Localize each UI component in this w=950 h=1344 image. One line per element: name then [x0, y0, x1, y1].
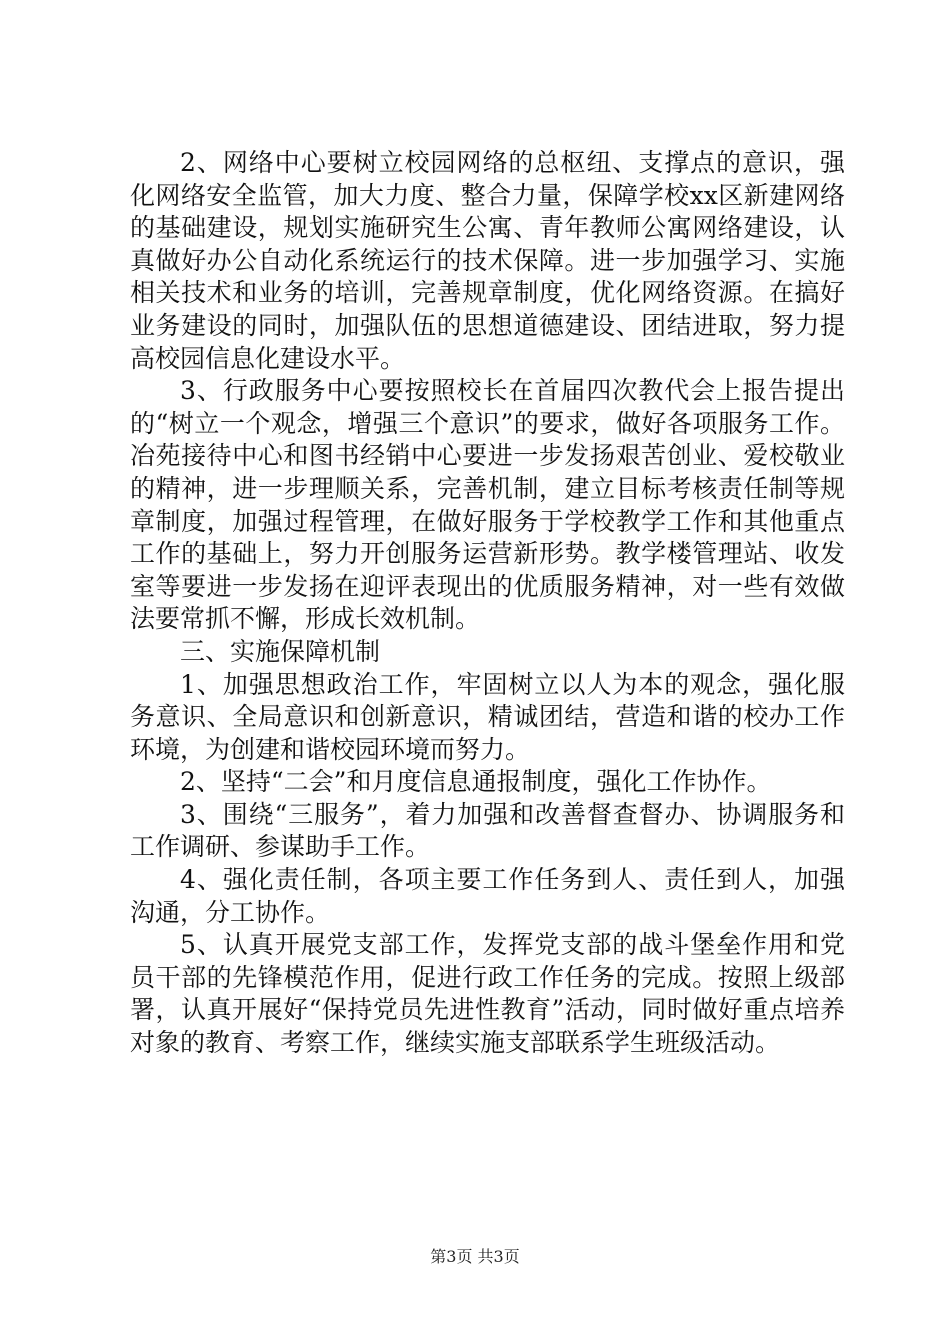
document-body: [130, 147, 845, 1060]
paragraph-responsibility-system: 4、强化责任制，各项主要工作任务到人、责任到人，加强沟通，分工协作。: [130, 865, 845, 927]
paragraph-two-meetings: 2、坚持“二会”和月度信息通报制度，强化工作协作。: [180, 767, 772, 797]
paragraph-network-center: 2、网络中心要树立校园网络的总枢纽、支撑点的意识，强化网络安全监管，加大力度、整合力量，保障学校xx区新建网络的基础建设，规划实施研究生公寓、青年教师公寓网络建设，认真做好办公自动化系统运行的技术保障。进一步加强学习、实施相关技术和业务的培训，完善规章制度，优化网络资源。在搞好业务建设的同时，加强队伍的思想道德建设、团结进取，努力提高校园信息化建设水平。: [130, 148, 845, 373]
paragraph-three-services: 3、围绕“三服务”，着力加强和改善督查督办、协调服务和工作调研、参谋助手工作。: [130, 799, 845, 862]
paragraph-party-branch: 5、认真开展党支部工作，发挥党支部的战斗堡垒作用和党员干部的先锋模范作用，促进行政工作任务的完成。按照上级部署，认真开展好“保持党员先进性教育”活动，同时做好重点培养对象的教育、考察工作，继续实施支部联系学生班级活动。: [130, 930, 845, 1058]
paragraph-political-work: 1、加强思想政治工作，牢固树立以人为本的观念，强化服务意识、全局意识和创新意识，精诚团结，营造和谐的校办工作环境，为创建和谐校园环境而努力。: [130, 669, 845, 764]
section-heading-guarantee-mechanism: 三、实施保障机制: [180, 636, 381, 666]
page-number-footer: 第3页 共3页: [430, 1247, 520, 1266]
paragraph-admin-service-center: 3、行政服务中心要按照校长在首届四次教代会上报告提出的“树立一个观念，增强三个意识”的要求，做好各项服务工作。冶苑接待中心和图书经销中心要进一步发扬艰苦创业、爱校敬业的精神，进一步理顺关系，完善机制，建立目标考核责任制等规章制度，加强过程管理，在做好服务于学校教学工作和其他重点工作的基础上，努力开创服务运营新形势。教学楼管理站、收发室等要进一步发扬在迎评表现出的优质服务精神，对一些有效做法要常抓不懈，形成长效机制。: [130, 376, 845, 634]
